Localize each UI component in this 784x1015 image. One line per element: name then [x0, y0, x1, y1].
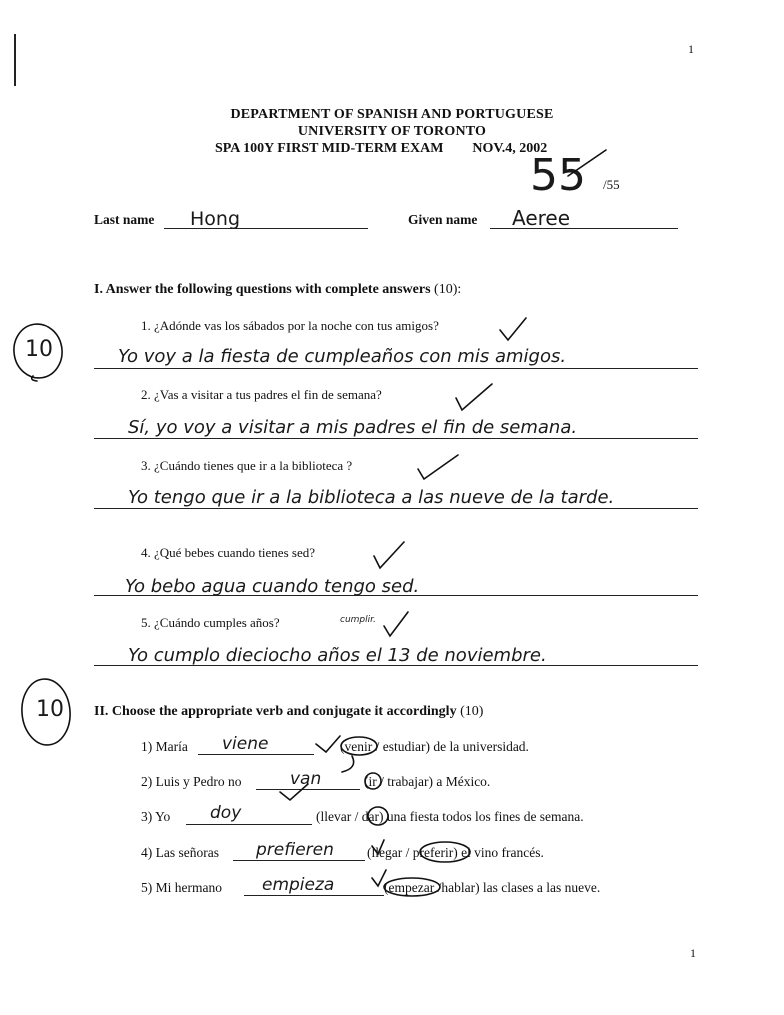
score-slash-mark	[568, 150, 606, 176]
section1-score: 10	[25, 337, 53, 362]
section2-points: (10)	[460, 704, 484, 719]
circle-empezar	[384, 878, 440, 896]
check-mark-9	[372, 870, 386, 886]
verb-item-3-options: (llevar / dar) una fiesta todos los fines de semana.	[316, 809, 584, 824]
circle-dar	[368, 807, 388, 825]
verb-item-2-options: (ir / trabajar) a México.	[364, 774, 491, 789]
answer-3: Yo tengo que ir a la biblioteca a las nueve de la tarde.	[128, 487, 615, 508]
verb-item-5-options: (empezar /hablar) las clases a las nueve.	[384, 880, 601, 895]
section2-score-circle	[19, 677, 73, 747]
verb-item-1-answer: viene	[222, 734, 269, 754]
page-number-bottom: 1	[690, 946, 696, 960]
circle-preferir	[420, 842, 470, 862]
question-5: 5. ¿Cuándo cumples años?	[141, 615, 280, 630]
page-number-top: 1	[688, 42, 694, 56]
check-mark-8	[372, 840, 384, 854]
given-name-value: Aeree	[512, 206, 571, 230]
course-title: SPA 100Y FIRST MID-TERM EXAM	[215, 141, 444, 156]
verb-item-5-answer: empieza	[262, 875, 335, 895]
check-mark-4	[374, 542, 404, 568]
last-name-value: Hong	[190, 208, 241, 230]
check-mark-7	[280, 784, 308, 800]
verb-item-2-answer: van	[290, 769, 322, 789]
circle-venir-tail	[342, 756, 354, 772]
circle-venir	[341, 737, 377, 755]
section2-score: 10	[36, 697, 64, 722]
university-title: UNIVERSITY OF TORONTO	[297, 124, 487, 139]
total-score: 55	[530, 150, 586, 201]
verb-item-4-answer: prefieren	[256, 840, 334, 860]
answer-5: Yo cumplo dieciocho años el 13 de noviembre.	[128, 645, 547, 666]
verb-item-2-prefix: 2) Luis y Pedro no	[141, 774, 242, 789]
grader-note: cumplir.	[340, 615, 376, 625]
check-mark-1	[500, 318, 526, 340]
verb-item-1-options: (venir / estudiar) de la universidad.	[340, 739, 529, 754]
verb-item-4-options: (llegar / preferir) el vino francés.	[367, 845, 544, 860]
given-name-label: Given name	[408, 212, 478, 227]
verb-item-1-prefix: 1) María	[141, 739, 188, 754]
question-3: 3. ¿Cuándo tienes que ir a la biblioteca ?	[141, 458, 353, 473]
circle-ir	[365, 773, 381, 789]
last-name-label: Last name	[94, 212, 155, 227]
section1-title: I. Answer the following questions with complete answers	[94, 282, 431, 297]
check-mark-5	[384, 612, 408, 636]
check-mark-6	[316, 736, 340, 752]
section1-score-circle	[10, 321, 65, 381]
check-mark-2	[456, 384, 492, 410]
verb-item-5-prefix: 5) Mi hermano	[141, 880, 222, 895]
verb-item-4-prefix: 4) Las señoras	[141, 845, 219, 860]
exam-date: NOV.4, 2002	[472, 141, 548, 156]
question-4: 4. ¿Qué bebes cuando tienes sed?	[141, 545, 315, 560]
verb-item-3-prefix: 3) Yo	[141, 809, 171, 824]
check-mark-3	[418, 455, 458, 479]
score-total-label: /55	[603, 177, 620, 192]
verb-item-3-answer: doy	[210, 803, 242, 823]
answer-1: Yo voy a la fiesta de cumpleaños con mis amigos.	[118, 346, 567, 367]
question-2: 2. ¿Vas a visitar a tus padres el fin de semana?	[141, 387, 382, 402]
answer-2: Sí, yo voy a visitar a mis padres el fin de semana.	[128, 417, 578, 438]
section1-points: (10):	[434, 282, 462, 297]
answer-4: Yo bebo agua cuando tengo sed.	[125, 576, 420, 597]
section2-title: II. Choose the appropriate verb and conjugate it accordingly	[94, 704, 457, 719]
question-1: 1. ¿Adónde vas los sábados por la noche con tus amigos?	[141, 318, 439, 333]
department-title: DEPARTMENT OF SPANISH AND PORTUGUESE	[230, 107, 554, 122]
